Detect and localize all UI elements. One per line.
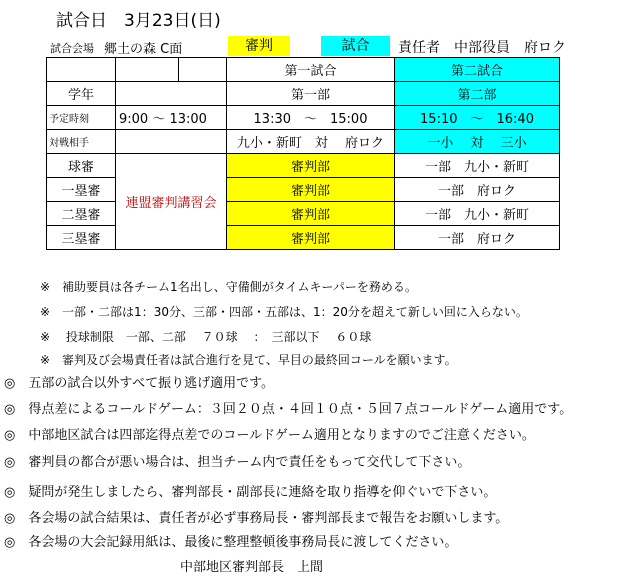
grade-label: 学年 [47, 82, 116, 106]
lecture-time: 9:00 ～ 13:00 [116, 106, 227, 130]
second-game-umpire: 一部 府ロク [395, 226, 560, 250]
table-row [47, 154, 560, 178]
note-item: ※ 投球制限 一部、二部 ７０球 ： 三部以下 ６０球 [40, 330, 372, 344]
opponent-row [47, 130, 560, 154]
first-time: 13:30 ～ 15:00 [227, 106, 395, 130]
table-corner-cell [47, 58, 116, 82]
legend-game-badge: 試合 [321, 36, 390, 56]
rule-item: ◎ 疑問が発生しましたら、審判部長・副部長に連絡を取り指導を仰ぐいで下さい。 [4, 485, 497, 500]
rule-item: ◎ 中部地区試合は四部迄得点差でのコールドゲーム適用となりますのでご注意ください。 [4, 428, 535, 443]
time-label: 予定時刻 [47, 106, 116, 130]
second-game-umpire: 一部 九小・新町 [395, 202, 560, 226]
second-game-umpire: 一部 府ロク [395, 178, 560, 202]
legend-judge-badge: 審判 [228, 36, 290, 56]
rule-item: ◎ 五部の試合以外すべて振り逃げ適用です。 [4, 376, 275, 391]
first-game-umpire: 審判部 [227, 154, 395, 178]
note-item: ※ 一部・二部は1：30分、三部・四部・五部は、1：20分を超えて新しい回に入らない。 [40, 305, 528, 319]
first-game-header: 第一試合 [227, 58, 395, 82]
first-match: 九小・新町 対 府ロク [227, 130, 395, 154]
table-empty-cell [179, 58, 227, 82]
note-item: ※ 補助要員は各チーム1名出し、守備側がタイムキーパーを務める。 [40, 280, 417, 294]
rule-item: ◎ 各会場の試合結果は、責任者が必ず事務局長・審判部長まで報告をお願いします。 [4, 511, 509, 526]
venue-name: 郷土の森 C面 [104, 42, 183, 57]
rule-item: ◎ 審判員の都合が悪い場合は、担当チーム内で責任をもって交代して下さい。 [4, 455, 471, 470]
table-empty-cell [116, 130, 227, 154]
first-game-umpire: 審判部 [227, 178, 395, 202]
lecture-cell: 連盟審判講習会 [116, 154, 227, 250]
second-match: 一小 対 三小 [395, 130, 560, 154]
second-game-umpire: 一部 九小・新町 [395, 154, 560, 178]
responsible-person: 責任者 中部役員 府ロク [398, 40, 566, 56]
role-label: 二塁審 [47, 202, 116, 226]
role-label: 球審 [47, 154, 116, 178]
schedule-table [46, 57, 560, 250]
time-row [47, 106, 560, 130]
second-game-header: 第二試合 [395, 58, 560, 82]
opponent-label: 対戦相手 [47, 130, 116, 154]
second-time: 15:10 ～ 16:40 [395, 106, 560, 130]
role-label: 一塁審 [47, 178, 116, 202]
role-label: 三塁審 [47, 226, 116, 250]
table-empty-cell [116, 82, 227, 106]
rule-item: ◎ 各会場の大会記録用紙は、最後に整理整頓後事務局長に渡してください。 [4, 535, 458, 550]
venue-label: 試合会場 [50, 42, 94, 55]
page-title: 試合日 3月23日(日) [56, 11, 221, 31]
signature: 中部地区審判部長 上間 [180, 560, 324, 575]
note-item: ※ 審判及び会場責任者は試合進行を見て、早目の最終回コールを願います。 [40, 353, 457, 367]
first-game-umpire: 審判部 [227, 226, 395, 250]
grade-row [47, 82, 560, 106]
first-game-umpire: 審判部 [227, 202, 395, 226]
second-division: 第二部 [395, 82, 560, 106]
rule-item: ◎ 得点差によるコールドゲーム：３回２０点・４回１０点・５回７点コールドゲーム適用です。 [4, 402, 573, 417]
table-header-row [47, 58, 560, 82]
table-empty-cell [116, 58, 179, 82]
first-division: 第一部 [227, 82, 395, 106]
